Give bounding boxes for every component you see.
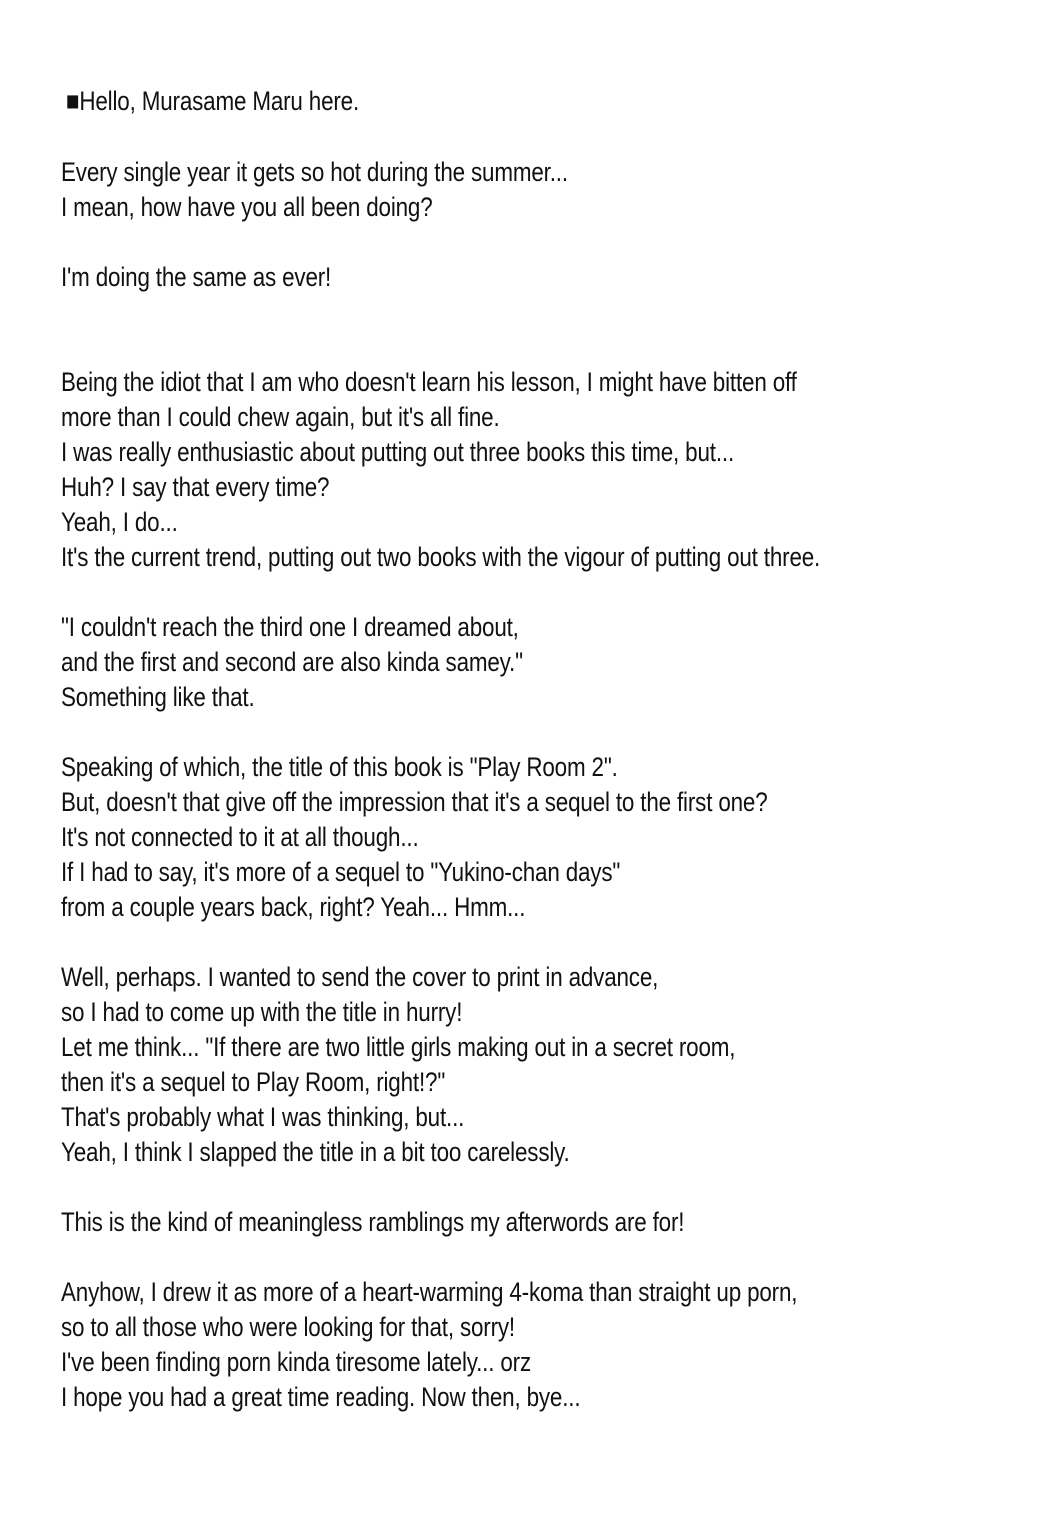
paragraph — [61, 260, 957, 295]
paragraph — [61, 365, 957, 575]
text-line: and the first and second are also kinda samey." — [61, 647, 523, 677]
paragraph — [61, 750, 957, 925]
text-line: Yeah, I think I slapped the title in a bit too carelessly. — [61, 1137, 570, 1167]
text-line: It's the current trend, putting out two books with the vigour of putting out three. — [61, 542, 821, 572]
text-line: Every single year it gets so hot during the summer... — [61, 157, 568, 187]
text-line: so to all those who were looking for that, sorry! — [61, 1312, 515, 1342]
text-line: then it's a sequel to Play Room, right!?" — [61, 1067, 446, 1097]
text-line: Anyhow, I drew it as more of a heart-warming 4-koma than straight up porn, — [61, 1277, 798, 1307]
text-line: Well, perhaps. I wanted to send the cover to print in advance, — [61, 962, 659, 992]
text-line: I mean, how have you all been doing? — [61, 192, 433, 222]
paragraph — [61, 1205, 957, 1240]
paragraph — [61, 610, 957, 715]
text-line: It's not connected to it at all though... — [61, 822, 419, 852]
text-line: so I had to come up with the title in hurry! — [61, 997, 463, 1027]
text-line: Being the idiot that I am who doesn't learn his lesson, I might have bitten off — [61, 367, 797, 397]
afterword-heading: ■Hello, Murasame Maru here. — [66, 86, 360, 116]
text-line: That's probably what I was thinking, but... — [61, 1102, 465, 1132]
text-line: "I couldn't reach the third one I dreamed about, — [61, 612, 519, 642]
paragraph — [61, 960, 957, 1170]
afterword-body — [61, 155, 957, 1450]
text-line: I'm doing the same as ever! — [61, 262, 332, 292]
text-line: Huh? I say that every time? — [61, 472, 330, 502]
text-line: Something like that. — [61, 682, 255, 712]
text-line: If I had to say, it's more of a sequel to "Yukino-chan days" — [61, 857, 621, 887]
text-line: I hope you had a great time reading. Now then, bye... — [61, 1382, 581, 1412]
text-line: Speaking of which, the title of this book is "Play Room 2". — [61, 752, 618, 782]
text-line: Let me think... "If there are two little girls making out in a secret room, — [61, 1032, 736, 1062]
text-line: from a couple years back, right? Yeah... Hmm... — [61, 892, 526, 922]
paragraph — [61, 1275, 957, 1415]
text-line: But, doesn't that give off the impression that it's a sequel to the first one? — [61, 787, 768, 817]
text-line: This is the kind of meaningless ramblings my afterwords are for! — [61, 1207, 685, 1237]
text-line: more than I could chew again, but it's all fine. — [61, 402, 500, 432]
text-line: I was really enthusiastic about putting out three books this time, but... — [61, 437, 735, 467]
paragraph — [61, 155, 957, 225]
text-line: I've been finding porn kinda tiresome lately... orz — [61, 1347, 532, 1377]
text-line: Yeah, I do... — [61, 507, 178, 537]
